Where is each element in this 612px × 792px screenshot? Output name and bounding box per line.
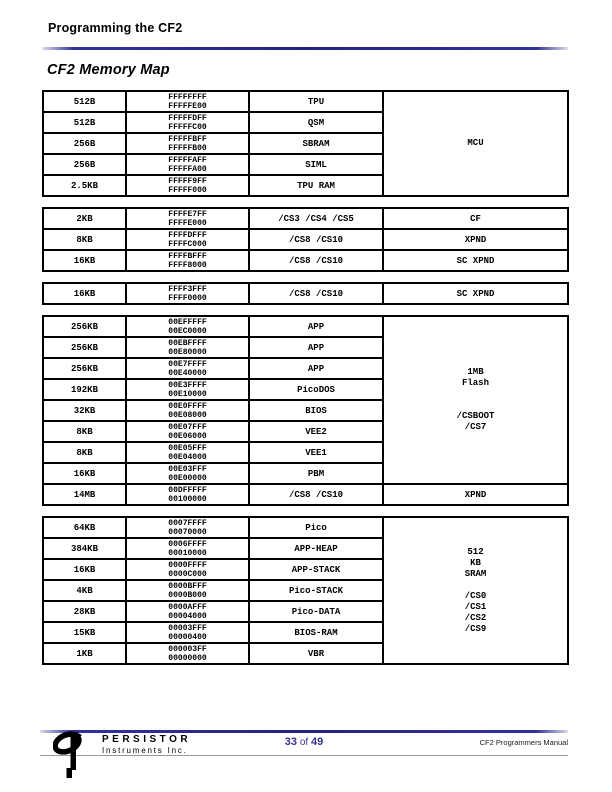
address-range-cell [126,154,249,175]
group-label-line: /CS0 [464,590,487,601]
region-name-cell: /CS8 /CS10 [249,283,383,304]
address-range-cell [126,208,249,229]
footer-top-rule [40,730,568,733]
address-range-cell [126,421,249,442]
region-name-cell: SIML [249,154,383,175]
group-label-line [384,389,567,400]
group-label-line: MCU [467,138,484,148]
memory-row [43,91,568,112]
address-low: 0000C000 [168,569,207,579]
group-label-line: /CS9 [464,623,487,634]
region-name-cell: BIOS [249,400,383,421]
address-low: FFFFFA00 [168,164,207,174]
memory-row [43,208,568,229]
region-name-cell: Pico-DATA [249,601,383,622]
size-cell: 8KB [43,421,126,442]
sram-block [42,516,569,665]
address-range-cell [126,379,249,400]
address-low: FFFFE000 [168,218,207,228]
region-name-cell: /CS3 /CS4 /CS5 [249,208,383,229]
address-range-cell [126,229,249,250]
group-label-cell [383,91,568,196]
address-range-cell [126,517,249,538]
region-name-cell: /CS8 /CS10 [249,229,383,250]
region-name-cell: PBM [249,463,383,484]
size-cell: 2.5KB [43,175,126,196]
region-name-cell: VEE2 [249,421,383,442]
memory-row [43,517,568,538]
address-low: 0000B000 [168,590,207,600]
address-range-cell [126,559,249,580]
group-label-line [384,580,567,591]
region-name-cell: TPU [249,91,383,112]
address-range-cell [126,601,249,622]
size-cell: 14MB [43,484,126,505]
group-label-line: /CS7 [464,422,487,432]
region-name-cell: Pico-STACK [249,580,383,601]
memory-row [43,316,568,337]
address-high: FFFFFAFF [168,155,207,165]
address-low: 00000400 [168,632,207,642]
region-name-cell: PicoDOS [249,379,383,400]
page-header-title: Programming the CF2 [48,21,183,35]
memory-row [43,250,568,271]
size-cell: 28KB [43,601,126,622]
address-low: 00000000 [168,653,207,663]
address-range-cell [126,112,249,133]
address-range-cell [126,358,249,379]
address-high: FFFFDFFF [168,230,207,240]
address-range-cell [126,250,249,271]
group-label-cell [383,316,568,484]
address-low: 00004000 [168,611,207,621]
region-name-cell: BIOS-RAM [249,622,383,643]
size-cell: 2KB [43,208,126,229]
size-cell: 16KB [43,463,126,484]
group-label-line: /CS2 [464,612,487,623]
address-high: 0000AFFF [168,602,207,612]
address-range-cell [126,133,249,154]
address-high: FFFFFBFF [168,134,207,144]
address-range-cell [126,622,249,643]
row-label-cell: SC XPND [383,250,568,271]
row-label-cell: SC XPND [383,283,568,304]
row-label-cell: XPND [383,484,568,505]
size-cell: 256KB [43,316,126,337]
address-range-cell [126,484,249,505]
address-range-cell [126,463,249,484]
size-cell: 4KB [43,580,126,601]
header-rule [42,47,568,50]
footer-bottom-rule [40,755,568,756]
region-name-cell: /CS8 /CS10 [249,250,383,271]
size-cell: 192KB [43,379,126,400]
page-of-label: of [299,737,309,748]
address-range-cell [126,643,249,664]
row-label-cell: XPND [383,229,568,250]
size-cell: 8KB [43,442,126,463]
address-high: FFFF3FFF [168,284,207,294]
memory-row [43,229,568,250]
sc-xpnd-block [42,282,569,305]
address-range-cell [126,337,249,358]
region-name-cell: APP [249,337,383,358]
size-cell: 1KB [43,643,126,664]
size-cell: 512B [43,91,126,112]
region-name-cell: TPU RAM [249,175,383,196]
address-high: FFFFFFFF [168,92,207,102]
size-cell: 384KB [43,538,126,559]
address-high: 00E7FFFF [168,359,207,369]
address-high: 00E0FFFF [168,401,207,411]
size-cell: 32KB [43,400,126,421]
page-total: 49 [310,736,324,748]
address-high: 0007FFFF [168,518,207,528]
address-high: 00DFFFFF [168,485,207,495]
region-name-cell: Pico [249,517,383,538]
address-low: 00E06000 [168,431,207,441]
address-range-cell [126,538,249,559]
size-cell: 256B [43,154,126,175]
group-label-line: SRAM [464,568,487,579]
group-label-line [384,400,567,411]
group-label-line: /CSBOOT [456,411,495,421]
address-low: 00E10000 [168,389,207,399]
group-label-line: 512 [467,546,484,557]
chip-select-block [42,207,569,272]
company-subtitle: Instruments Inc. [102,745,188,755]
address-high: 0006FFFF [168,539,207,549]
size-cell: 16KB [43,559,126,580]
region-name-cell: APP [249,316,383,337]
group-label-cell [383,517,568,664]
size-cell: 15KB [43,622,126,643]
size-cell: 512B [43,112,126,133]
address-high: 00E3FFFF [168,380,207,390]
size-cell: 256KB [43,358,126,379]
address-low: 00E80000 [168,347,207,357]
address-low: FFFFFB00 [168,143,207,153]
memory-row [43,283,568,304]
address-high: 00003FFF [168,623,207,633]
address-low: 00E04000 [168,452,207,462]
address-low: FFFF8000 [168,260,207,270]
address-range-cell [126,175,249,196]
size-cell: 64KB [43,517,126,538]
address-low: 00100000 [168,494,207,504]
manual-title: CF2 Programmers Manual [479,738,568,747]
address-low: FFFFF000 [168,185,207,195]
address-range-cell [126,316,249,337]
flash-block [42,315,569,506]
persistor-logo-icon [53,727,91,781]
size-cell: 256KB [43,337,126,358]
address-high: FFFFE7FF [168,209,207,219]
address-low: FFFFFC00 [168,122,207,132]
address-high: FFFFF9FF [168,176,207,186]
memory-row [43,484,568,505]
address-high: 000003FF [168,644,207,654]
region-name-cell: VEE1 [249,442,383,463]
page-current: 33 [284,736,298,748]
page-footer [40,726,568,786]
address-low: 00010000 [168,548,207,558]
size-cell: 256B [43,133,126,154]
address-high: 00EFFFFF [168,317,207,327]
address-high: 00E05FFF [168,443,207,453]
address-high: 00E07FFF [168,422,207,432]
memory-map [42,90,569,675]
row-label-cell: CF [383,208,568,229]
address-range-cell [126,442,249,463]
section-title: CF2 Memory Map [47,62,170,78]
address-range-cell [126,91,249,112]
address-low: FFFF0000 [168,293,207,303]
address-high: FFFFFDFF [168,113,207,123]
region-name-cell: SBRAM [249,133,383,154]
address-low: 00E08000 [168,410,207,420]
address-low: FFFFC000 [168,239,207,249]
region-name-cell: APP [249,358,383,379]
group-label-line: KB [470,557,481,568]
address-low: FFFFFE00 [168,101,207,111]
address-low: 00E40000 [168,368,207,378]
address-high: 00EBFFFF [168,338,207,348]
address-range-cell [126,580,249,601]
group-label-line: Flash [461,378,489,388]
size-cell: 8KB [43,229,126,250]
address-high: 0000BFFF [168,581,207,591]
size-cell: 16KB [43,250,126,271]
size-cell: 16KB [43,283,126,304]
group-label-line: /CS1 [464,601,487,612]
region-name-cell: QSM [249,112,383,133]
address-high: FFFFBFFF [168,251,207,261]
address-high: 0000FFFF [168,560,207,570]
address-range-cell [126,283,249,304]
address-low: 00EC0000 [168,326,207,336]
address-range-cell [126,400,249,421]
region-name-cell: APP-HEAP [249,538,383,559]
mcu-block [42,90,569,197]
region-name-cell: APP-STACK [249,559,383,580]
address-low: 00070000 [168,527,207,537]
address-high: 00E03FFF [168,464,207,474]
region-name-cell: /CS8 /CS10 [249,484,383,505]
company-name: PERSISTOR [102,734,192,745]
group-label-line: 1MB [467,367,484,377]
region-name-cell: VBR [249,643,383,664]
address-low: 00E00000 [168,473,207,483]
